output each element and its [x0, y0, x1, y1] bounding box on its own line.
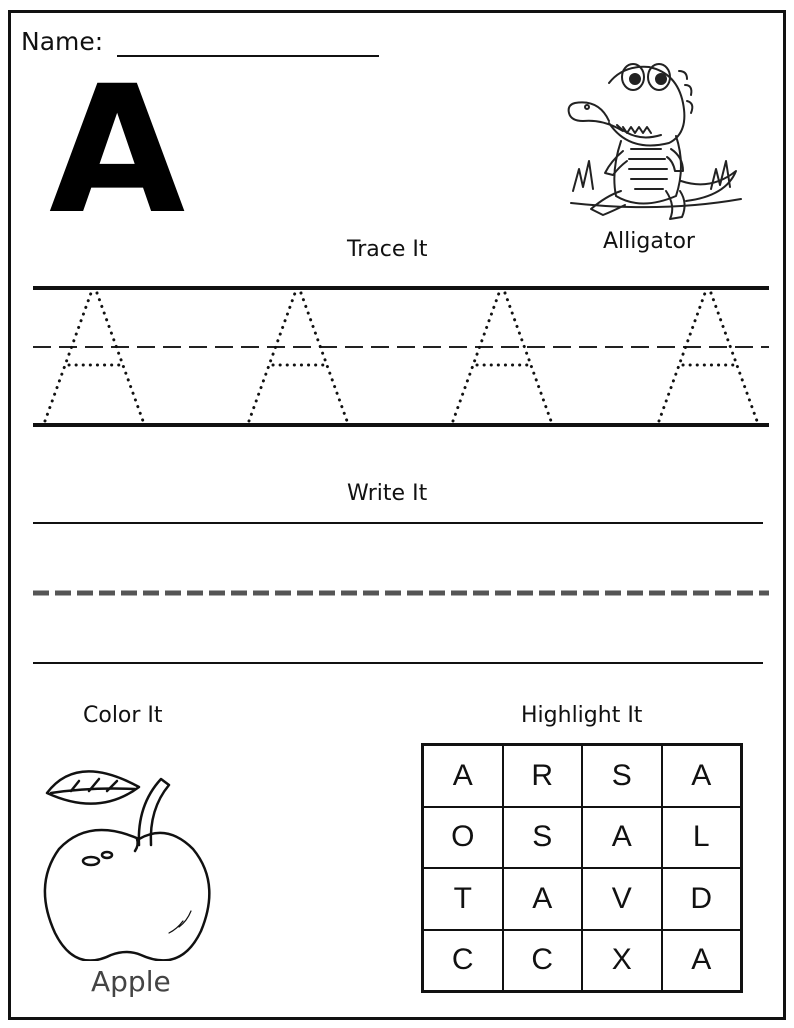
grid-cell[interactable]: R [503, 745, 583, 807]
grid-cell[interactable]: S [582, 745, 662, 807]
name-label: Name: [21, 27, 104, 56]
grid-cell[interactable]: C [503, 930, 583, 992]
grid-cell[interactable]: O [423, 807, 503, 869]
alligator-label: Alligator [603, 229, 695, 254]
alligator-icon [561, 41, 751, 231]
grid-cell[interactable]: A [423, 745, 503, 807]
grid-cell[interactable]: L [662, 807, 742, 869]
highlight-grid [421, 743, 743, 993]
trace-it-heading: Trace It [347, 237, 428, 262]
highlight-it-heading: Highlight It [521, 703, 643, 728]
grid-cell[interactable]: X [582, 930, 662, 992]
grid-cell[interactable]: A [662, 930, 742, 992]
featured-letter: A [49, 48, 182, 253]
trace-guide[interactable] [33, 285, 769, 431]
grid-cell[interactable]: A [503, 868, 583, 930]
apple-label: Apple [91, 965, 171, 998]
apple-icon[interactable] [41, 761, 231, 961]
grid-cell[interactable]: D [662, 868, 742, 930]
grid-cell[interactable]: V [582, 868, 662, 930]
grid-cell[interactable]: A [582, 807, 662, 869]
write-it-heading: Write It [347, 481, 428, 506]
worksheet-page [8, 10, 786, 1020]
color-it-heading: Color It [83, 703, 163, 728]
grid-cell[interactable]: A [662, 745, 742, 807]
grid-cell[interactable]: C [423, 930, 503, 992]
grid-cell[interactable]: S [503, 807, 583, 869]
write-lines[interactable] [33, 521, 769, 671]
grid-cell[interactable]: T [423, 868, 503, 930]
